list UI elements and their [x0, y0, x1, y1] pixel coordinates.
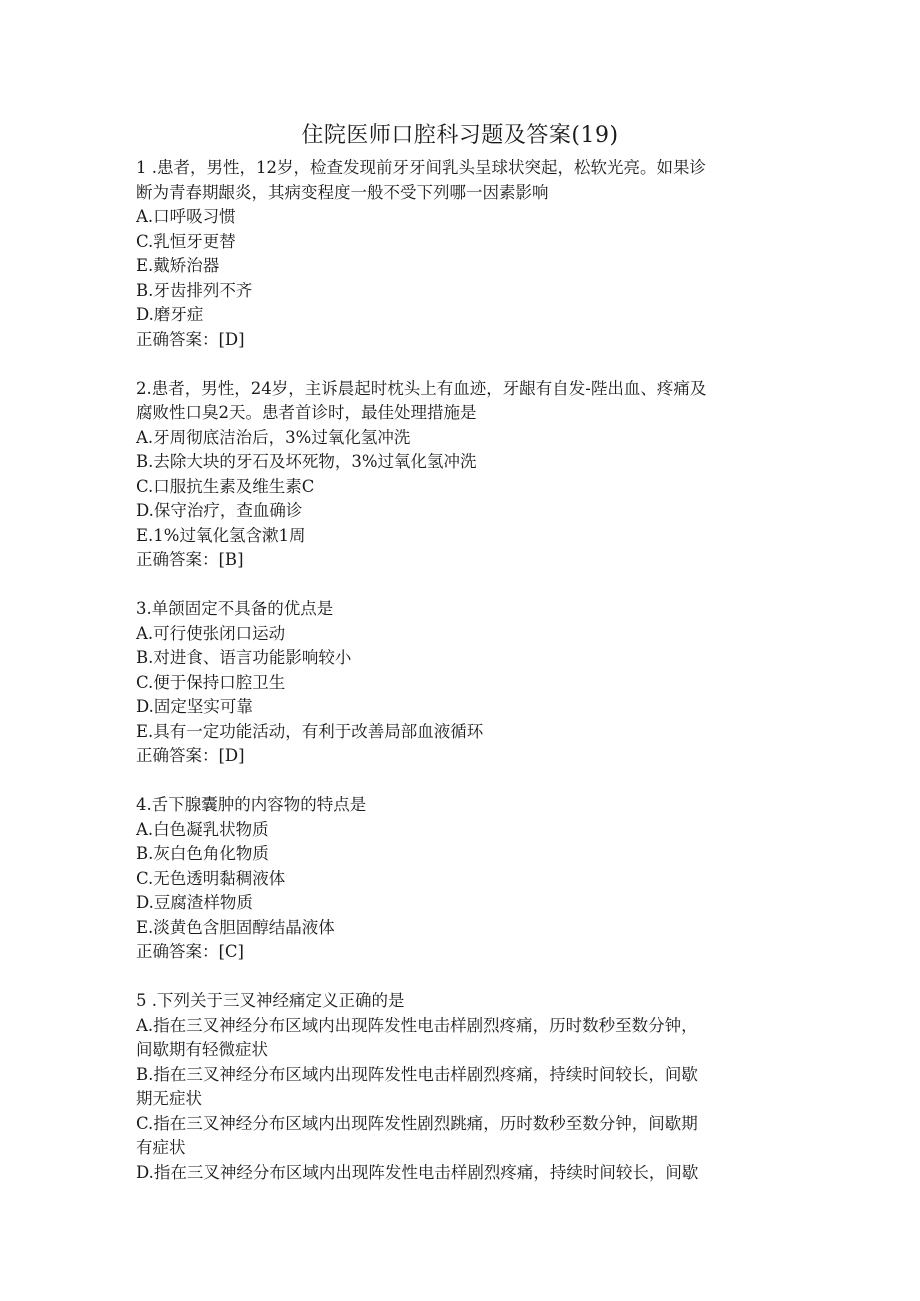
question-stem-line: 2.患者，男性，24岁，主诉晨起时枕头上有血迹，牙龈有自发-陛出血、疼痛及 — [136, 378, 707, 398]
question-5 — [136, 989, 786, 1185]
question-stem-line: 4.舌下腺囊肿的内容物的特点是 — [136, 795, 367, 814]
question-2 — [136, 377, 786, 573]
question-stem-line: 1 .患者，男性，12岁，检查发现前牙牙间乳头呈球状突起，松软光亮。如果诊 — [136, 158, 706, 177]
option: C.便于保持口腔卫生 — [136, 672, 286, 692]
option: B.去除大块的牙石及坏死物，3%过氧化氢冲洗 — [136, 452, 477, 471]
option: C.无色透明黏稠液体 — [136, 868, 286, 888]
option-line: 有症状 — [136, 1138, 186, 1157]
question-4 — [136, 793, 786, 965]
option: D.保守治疗，查血确诊 — [136, 501, 303, 520]
option-line: 期无症状 — [136, 1089, 202, 1108]
option: D.豆腐渣样物质 — [136, 893, 253, 912]
question-stem-line: 3.单颌固定不具备的优点是 — [136, 599, 334, 618]
option: B.对进食、语言功能影响较小 — [136, 648, 352, 667]
option: E.1%过氧化氢含漱1周 — [136, 525, 306, 545]
answer: 正确答案：[B] — [136, 550, 244, 569]
option-line: B.指在三叉神经分布区域内出现阵发性电击样剧烈疼痛，持续时间较长，间歇 — [136, 1064, 698, 1084]
option: C.乳恒牙更替 — [136, 231, 236, 251]
option: C.口服抗生素及维生素C — [136, 476, 315, 496]
option: A.白色凝乳状物质 — [136, 819, 269, 839]
option: E.戴矫治器 — [136, 256, 220, 275]
question-3 — [136, 597, 786, 769]
answer: 正确答案：[C] — [136, 942, 244, 961]
answer: 正确答案：[D] — [136, 746, 245, 765]
option: D.磨牙症 — [136, 305, 204, 324]
option: A.口呼吸习惯 — [136, 207, 236, 226]
question-stem-line: 5 .下列关于三叉神经痛定义正确的是 — [136, 991, 405, 1010]
document-title: 住院医师口腔科习题及答案(19) — [301, 123, 619, 148]
option: D.固定坚实可靠 — [136, 697, 253, 716]
question-1 — [136, 156, 786, 352]
option: B.灰白色角化物质 — [136, 844, 269, 863]
option: A.可行使张闭口运动 — [136, 623, 286, 643]
question-stem-line: 断为青春期龈炎，其病变程度一般不受下列哪一因素影响 — [136, 182, 549, 202]
option: B.牙齿排列不齐 — [136, 280, 253, 300]
option-line: 间歇期有轻微症状 — [136, 1040, 268, 1059]
question-list — [136, 156, 786, 1210]
option-line: C.指在三叉神经分布区域内出现阵发性剧烈跳痛，历时数秒至数分钟，间歇期 — [136, 1113, 698, 1133]
answer: 正确答案：[D] — [136, 329, 245, 349]
option: E.淡黄色含胆固醇结晶液体 — [136, 917, 335, 937]
option-line: A.指在三叉神经分布区域内出现阵发性电击样剧烈疼痛，历时数秒至数分钟， — [136, 1015, 698, 1035]
option: A.牙周彻底洁治后，3%过氧化氢冲洗 — [136, 427, 411, 447]
option-line: D.指在三叉神经分布区域内出现阵发性电击样剧烈疼痛，持续时间较长，间歇 — [136, 1162, 699, 1182]
question-stem-line: 腐败性口臭2天。患者首诊时，最佳处理措施是 — [136, 403, 477, 422]
option: E.具有一定功能活动，有利于改善局部血液循环 — [136, 721, 484, 741]
